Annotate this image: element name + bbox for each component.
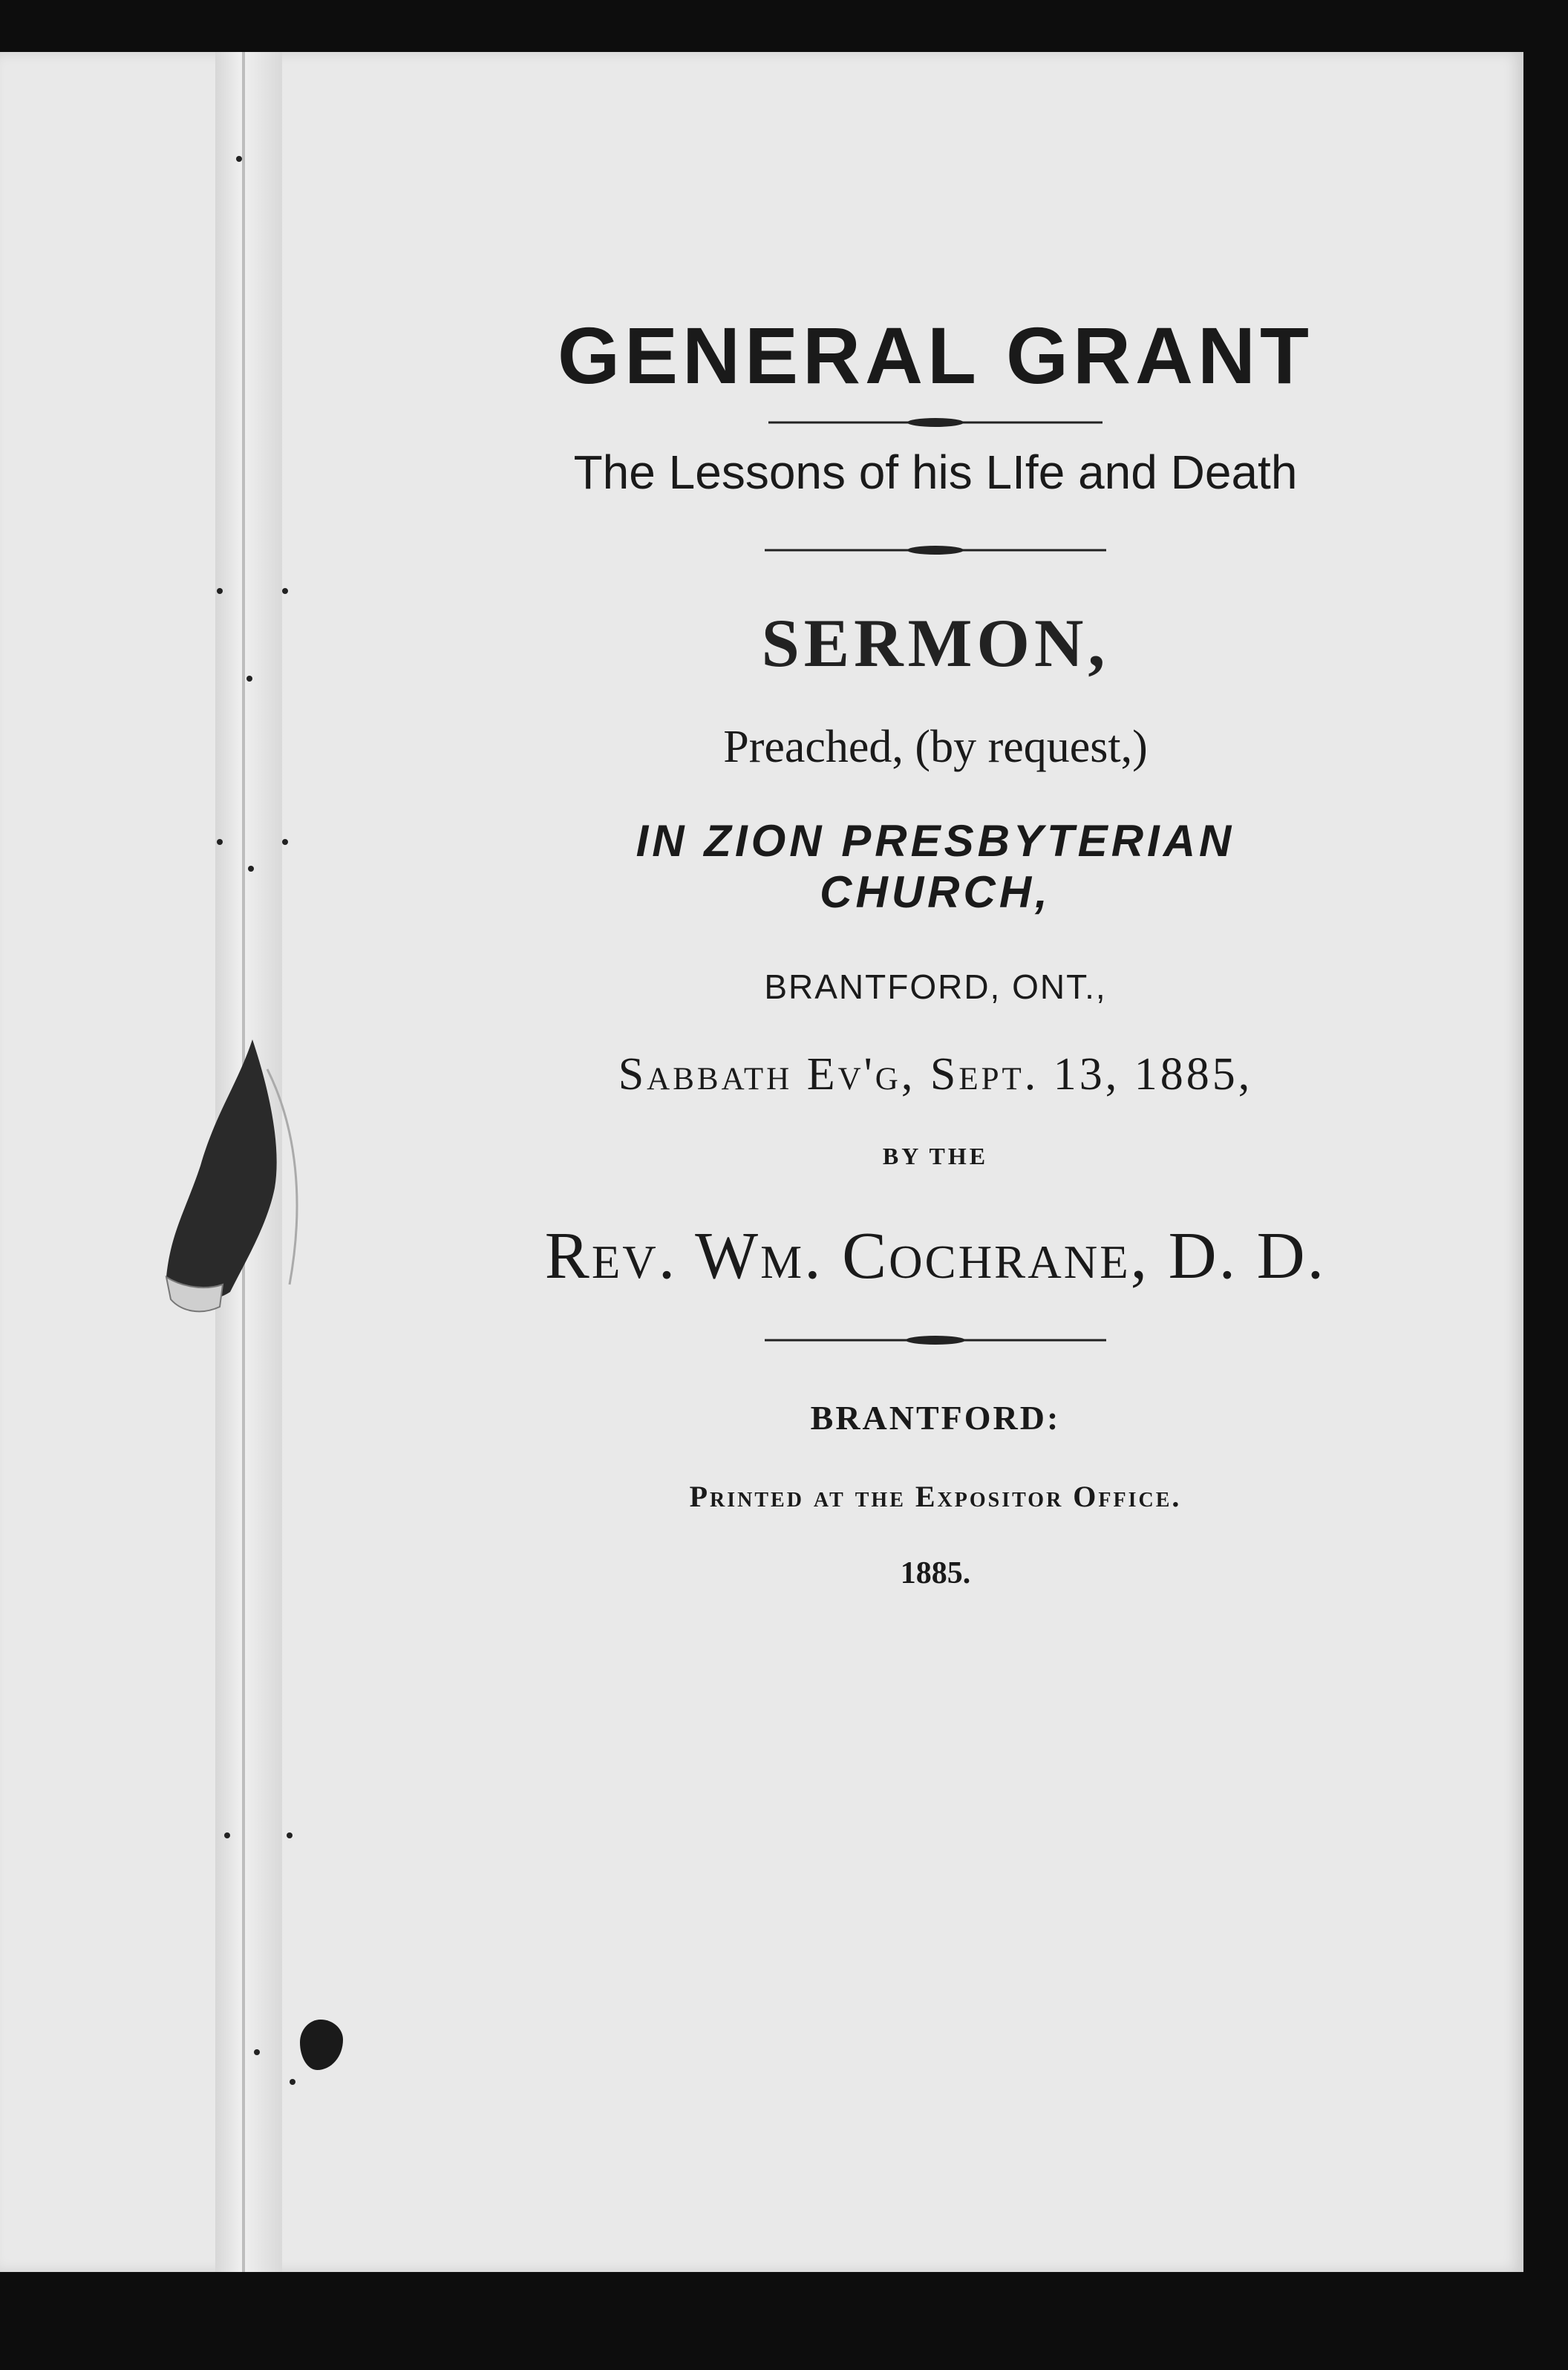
church-city: BRANTFORD, ONT., — [764, 967, 1107, 1006]
stitch-hole — [246, 676, 252, 682]
imprint-office: Printed at the Expositor Office. — [689, 1479, 1182, 1513]
book-title: GENERAL GRANT — [557, 310, 1314, 400]
author-name: Rev. Wm. Cochrane, D. D. — [544, 1218, 1327, 1293]
title-block — [520, 282, 1351, 1591]
stitch-hole — [248, 866, 254, 872]
sermon-heading: SERMON, — [761, 604, 1110, 681]
church-name: IN ZION PRESBYTERIAN CHURCH, — [636, 815, 1235, 917]
paper-tear — [156, 1039, 304, 1351]
stitch-hole — [282, 839, 288, 845]
sermon-date: Sabbath Ev'g, Sept. 13, 1885, — [618, 1048, 1253, 1100]
book-subtitle: The Lessons of his LIfe and Death — [573, 445, 1298, 499]
ink-blot — [300, 2020, 343, 2070]
ornamental-rule — [765, 500, 1106, 604]
stitch-hole — [236, 156, 242, 162]
imprint-city: BRANTFORD: — [810, 1398, 1061, 1437]
by-line: BY THE — [882, 1142, 989, 1169]
stitch-hole — [217, 839, 223, 845]
preached-line: Preached, (by request,) — [723, 721, 1148, 772]
stitch-hole — [287, 1832, 293, 1838]
stitch-hole — [282, 588, 288, 594]
stitch-hole — [254, 2049, 260, 2055]
ornamental-rule — [765, 1294, 1106, 1398]
stitch-hole — [224, 1832, 230, 1838]
stitch-hole — [290, 2079, 295, 2085]
imprint-year: 1885. — [900, 1555, 971, 1590]
stitch-hole — [217, 588, 223, 594]
ornamental-rule — [768, 400, 1102, 445]
